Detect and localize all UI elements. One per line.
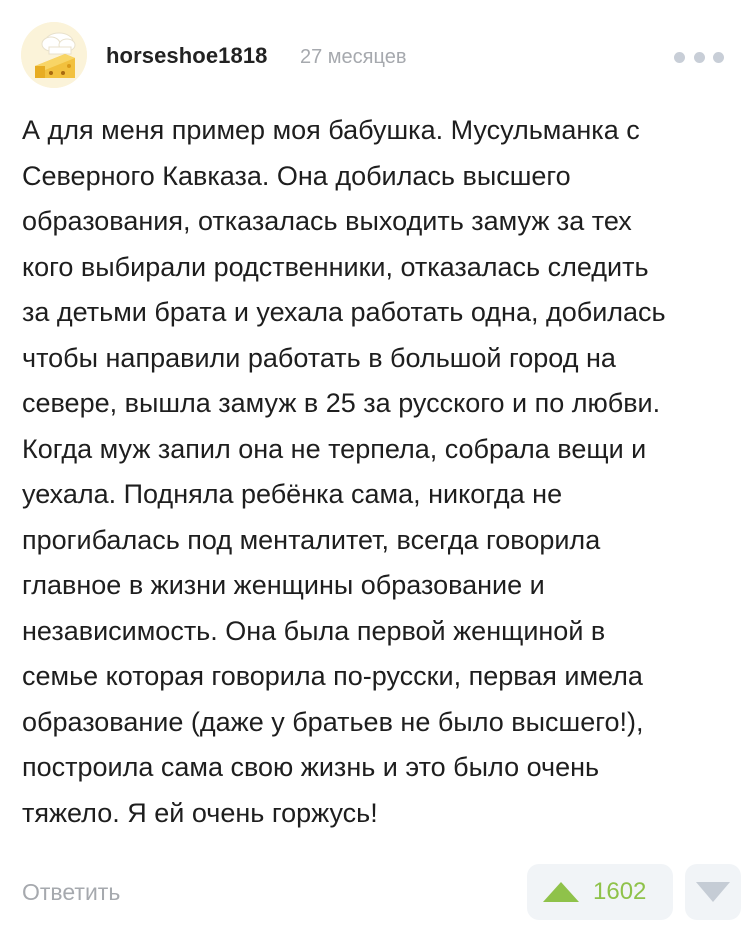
comment-line: прогибалась под менталитет, всегда говорила [22,524,601,555]
comment-line: образования, отказалась выходить замуж за тех [22,206,632,236]
vote-score: 1602 [593,878,647,905]
more-options-button[interactable] [674,46,724,68]
comment-body [22,108,732,836]
comment-line: построила сама свою жизнь и это было очень [22,752,600,782]
upvote-button[interactable] [527,864,673,920]
comment-line: главное в жизни женщины образование и [22,570,545,600]
more-dot-icon [713,52,724,63]
downvote-button[interactable] [685,864,741,920]
comment-line: Северного Кавказа. Она добилась высшего [22,160,571,191]
comment-line: независимость. Она была первой женщиной в [22,615,606,646]
comment-line: уехала. Подняла ребёнка сама, никогда не [22,479,563,509]
comment-line: кого выбирали родственники, отказалась следить [22,251,649,282]
comment-timestamp: 27 месяцев [300,46,407,68]
comment-line: семье которая говорила по-русски, первая имела [22,661,643,691]
comment-header [0,0,750,110]
comment-author[interactable]: horseshoe1818 [106,43,268,68]
comment-line: за детьми брата и уехала работать одна, добилась [22,297,666,327]
comment-line: севере, вышла замуж в 25 за русского и по любви. [22,388,661,418]
comment-line: образование (даже у братьев не было высшего!), [22,706,644,737]
more-dot-icon [694,52,705,63]
more-dot-icon [674,52,685,63]
avatar[interactable] [21,22,87,88]
triangle-down-icon [695,881,731,903]
comment-line: тяжело. Я ей очень горжусь! [22,797,378,828]
comment-line: Когда муж запил она не терпела, собрала вещи и [22,433,647,464]
comment-line: чтобы направили работать в большой город на [22,342,616,373]
comment-line: А для меня пример моя бабушка. Мусульманка с [22,115,640,145]
triangle-up-icon [542,881,580,903]
reply-button[interactable]: Ответить [22,879,121,905]
chef-cheese-avatar-icon [21,22,87,88]
